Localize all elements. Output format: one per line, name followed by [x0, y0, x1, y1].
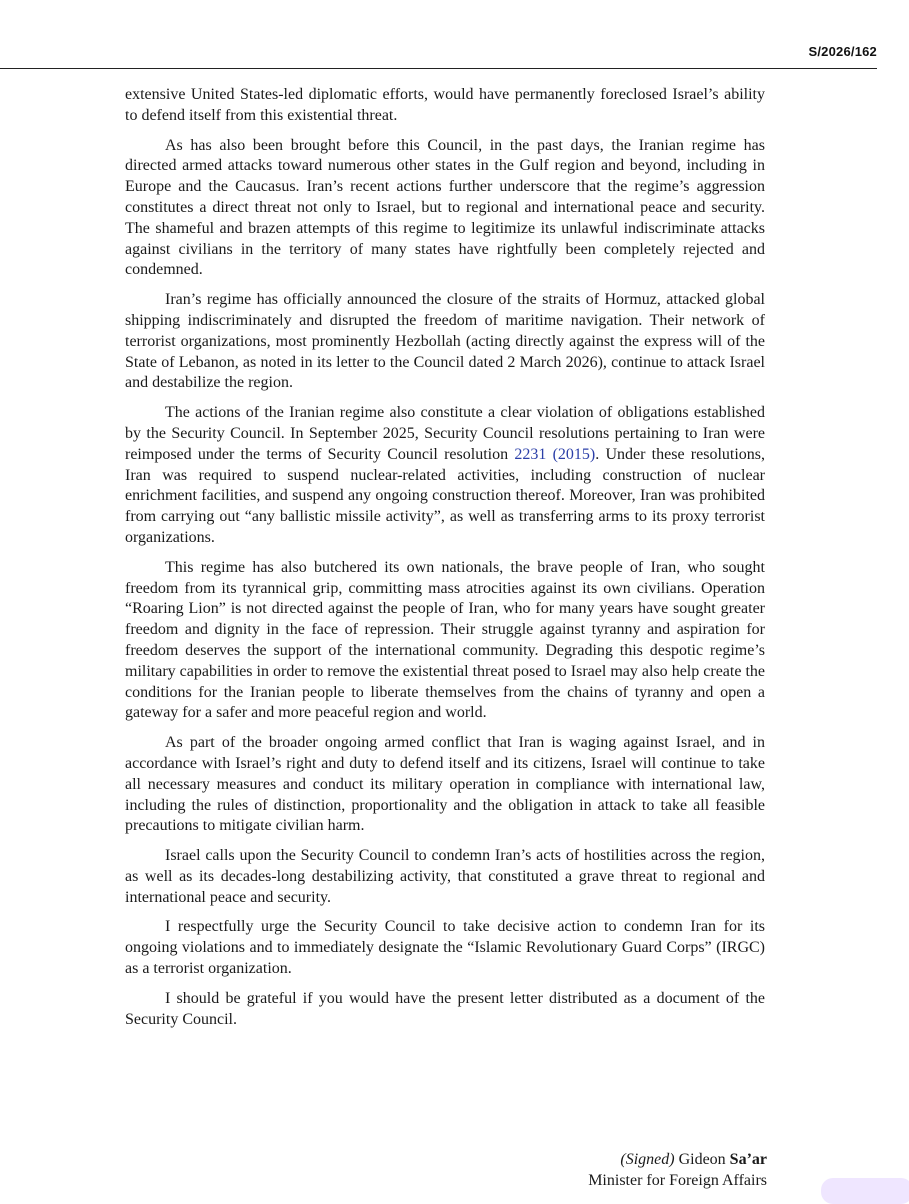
paragraph-distribution-request: I should be grateful if you would have the present letter distributed as a document of the Security Council. — [125, 989, 765, 1028]
paragraph-hormuz: Iran’s regime has officially announced the closure of the straits of Hormuz, attacked global shipping indiscriminately and disrupted the freedom of maritime navigation. Their network of terrorist organizations, most prominently Hezbollah (acting directly against the express will of the State of Lebanon, as noted in its letter to the Council dated 2 March 2026), continue to attack Israel and destabilize the region. — [125, 291, 765, 392]
signer-given-name: Gideon — [678, 1151, 726, 1168]
resolution-2231-link[interactable]: 2231 (2015) — [514, 445, 596, 463]
paragraph-text-after-link: . Under these resolutions, Iran was required to suspend nuclear-related activities, including construction of nuclear enrichment facilities, and suspend any ongoing construction thereof. Moreover, Iran was prohibited from carrying out “any ballistic missile activity”, as well as transferring arms to its proxy terrorist organizations. — [125, 445, 766, 546]
paragraph-text-before-link: The actions of the Iranian regime also constitute a clear violation of obligations established by the Security Council. In September 2025, Security Council resolutions pertaining to Iran were reimposed under the terms of Security Council resolution — [125, 404, 765, 463]
signer-title: Minister for Foreign Affairs — [588, 1171, 767, 1189]
paragraph-condemn-call: Israel calls upon the Security Council to condemn Iran’s acts of hostilities across the region, as well as its decades-long destabilizing activity, that constituted a grave threat to regional and international peace and security. — [125, 847, 765, 906]
signature-block — [588, 1150, 767, 1192]
floating-badge-edge — [821, 1178, 909, 1204]
header-divider — [0, 68, 877, 69]
paragraph-irgc-designation: I respectfully urge the Security Council to take decisive action to condemn Iran for its ongoing violations and to immediately designate the “Islamic Revolutionary Guard Corps” (IRGC) as a terrorist organization. — [125, 918, 765, 978]
signature-name-line — [588, 1150, 767, 1171]
paragraph-iranian-people: This regime has also butchered its own nationals, the brave people of Iran, who sought freedom from its tyrannical grip, committing mass atrocities against its own civilians. Operation “Roaring Lion” is not directed against the people of Iran, who for many years have sought greater freedom and dignity in the face of repression. Their struggle against tyranny and aspiration for freedom deserves the support of the international community. Degrading this despotic regime’s military capabilities in order to remove the existential threat posed to Israel may also help create the conditions for the Iranian people to liberate themselves from the chains of tyranny and open a gateway for a safer and more peaceful region and world. — [125, 558, 765, 722]
paragraph-continuation: extensive United States-led diplomatic efforts, would have permanently foreclosed Israel’s ability to defend itself from this existential threat. — [125, 86, 765, 124]
signer-surname: Sa’ar — [729, 1151, 767, 1168]
signed-marker: (Signed) — [620, 1151, 675, 1168]
paragraph-security-council-violations — [125, 403, 765, 549]
paragraph-gulf-attacks: As has also been brought before this Council, in the past days, the Iranian regime has directed armed attacks toward numerous other states in the Gulf region and beyond, including in Europe and the Caucasus. Iran’s recent actions further underscore that the regime’s aggression constitutes a direct threat not only to Israel, but to regional and international peace and security. The shameful and brazen attempts of this regime to legitimize its unlawful indiscriminate attacks against civilians in the territory of many states have rightfully been completely rejected and condemned. — [125, 136, 765, 279]
document-symbol: S/2026/162 — [808, 44, 877, 59]
letter-body — [125, 85, 765, 1039]
paragraph-international-law: As part of the broader ongoing armed conflict that Iran is waging against Israel, and in accordance with Israel’s right and duty to defend itself and its citizens, Israel will continue to take all necessary measures and conduct its military operation in compliance with international law, including the rules of distinction, proportionality and the obligation in attack to take all feasible precautions to mitigate civilian harm. — [125, 734, 765, 835]
